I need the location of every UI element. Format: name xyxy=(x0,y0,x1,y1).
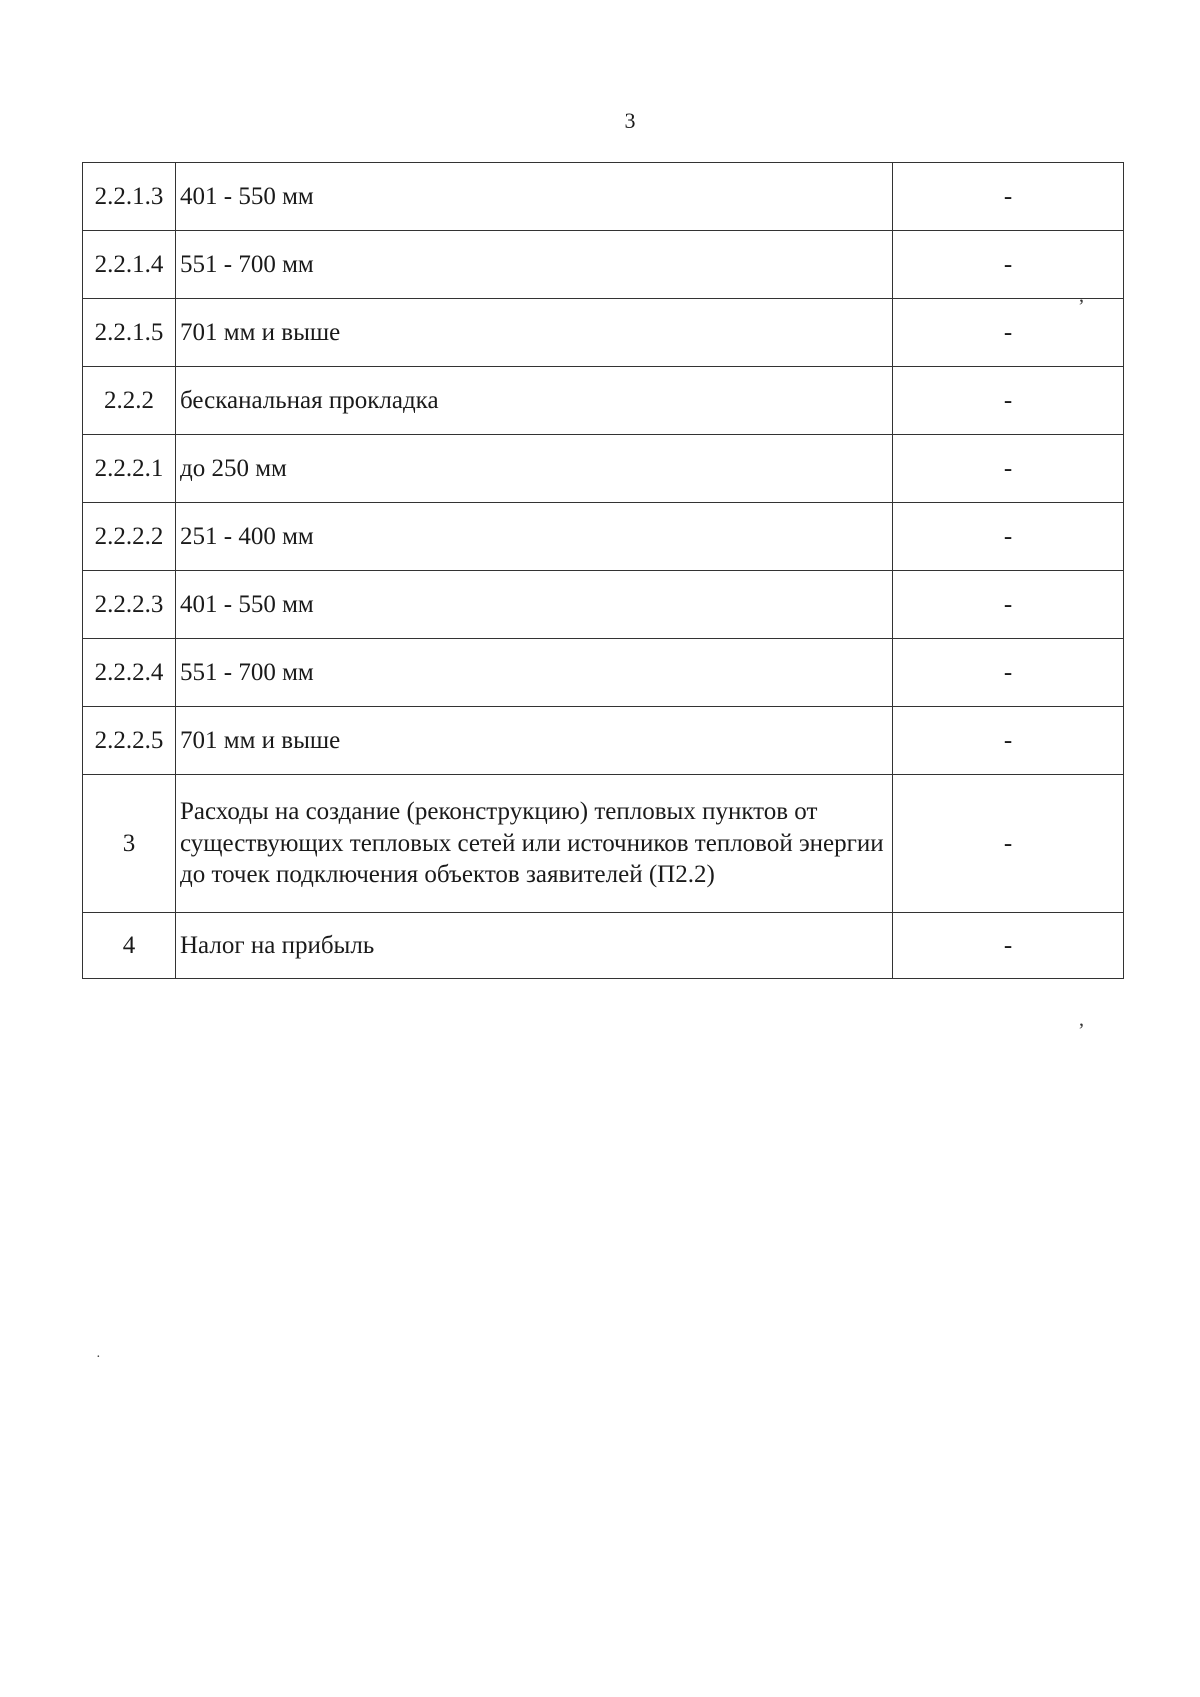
table-row xyxy=(83,503,1124,571)
row-description: 401 - 550 мм xyxy=(176,163,893,231)
row-value: - xyxy=(893,707,1124,775)
table-row xyxy=(83,367,1124,435)
row-description: 701 мм и выше xyxy=(176,299,893,367)
row-value: - xyxy=(893,435,1124,503)
row-value: - xyxy=(893,775,1124,913)
table-row xyxy=(83,707,1124,775)
row-number: 2.2.1.4 xyxy=(83,231,176,299)
row-number: 2.2.1.3 xyxy=(83,163,176,231)
row-number: 3 xyxy=(83,775,176,913)
row-description: 551 - 700 мм xyxy=(176,639,893,707)
table-row xyxy=(83,775,1124,913)
row-number: 2.2.2.1 xyxy=(83,435,176,503)
cost-table xyxy=(82,162,1124,979)
row-number: 2.2.2.5 xyxy=(83,707,176,775)
row-description: Налог на прибыль xyxy=(176,913,893,979)
row-description: Расходы на создание (реконструкцию) тепловых пунктов от существующих тепловых сетей или источников тепловой энергии до точек подключения объектов заявителей (П2.2) xyxy=(176,775,893,913)
row-number: 4 xyxy=(83,913,176,979)
row-number: 2.2.2.4 xyxy=(83,639,176,707)
row-value: - xyxy=(893,231,1124,299)
table-row xyxy=(83,231,1124,299)
row-value: - xyxy=(893,503,1124,571)
row-description: бесканальная прокладка xyxy=(176,367,893,435)
table-row xyxy=(83,571,1124,639)
row-number: 2.2.2.2 xyxy=(83,503,176,571)
table-row xyxy=(83,435,1124,503)
table-row xyxy=(83,299,1124,367)
page-number: 3 xyxy=(624,108,636,133)
table-row xyxy=(83,913,1124,979)
row-number: 2.2.2 xyxy=(83,367,176,435)
row-description: 251 - 400 мм xyxy=(176,503,893,571)
row-value: - xyxy=(893,639,1124,707)
row-value: - xyxy=(893,299,1124,367)
scan-speck: ʼ xyxy=(1078,296,1085,318)
row-description: 551 - 700 мм xyxy=(176,231,893,299)
row-value: - xyxy=(893,571,1124,639)
row-value: - xyxy=(893,367,1124,435)
row-number: 2.2.1.5 xyxy=(83,299,176,367)
row-value: - xyxy=(893,163,1124,231)
scan-speck: · xyxy=(96,1350,101,1365)
row-description: до 250 мм xyxy=(176,435,893,503)
table-row xyxy=(83,639,1124,707)
row-description: 401 - 550 мм xyxy=(176,571,893,639)
row-value: - xyxy=(893,913,1124,979)
row-description: 701 мм и выше xyxy=(176,707,893,775)
row-number: 2.2.2.3 xyxy=(83,571,176,639)
table-row xyxy=(83,163,1124,231)
scan-speck: ʼ xyxy=(1078,1020,1085,1042)
